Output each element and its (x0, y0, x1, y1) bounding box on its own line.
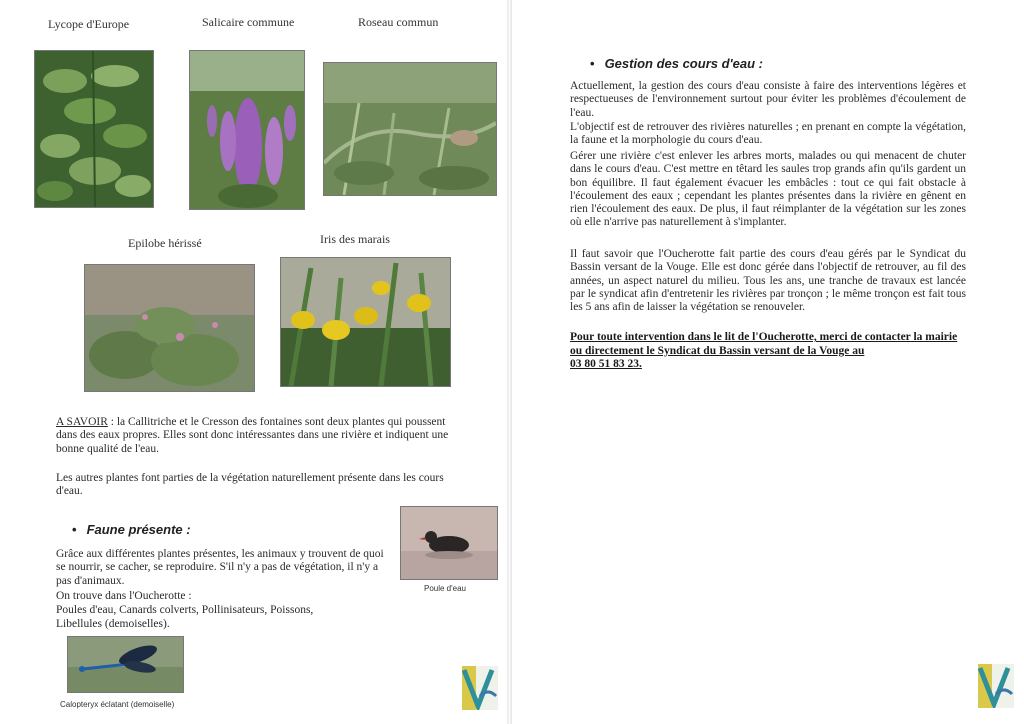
a-savoir-paragraph (56, 416, 456, 456)
photo-roseau (323, 62, 497, 196)
right-page (512, 0, 1024, 724)
plant-caption-iris: Iris des marais (320, 232, 390, 246)
contact-text: Pour toute intervention dans le lit de l'Oucherotte, merci de contacter la mairie ou directement le Syndicat du Bassin versant de la Vouge au (570, 331, 958, 357)
photo-poule-deau (400, 506, 498, 580)
photo-iris (280, 257, 451, 387)
photo-lycope (34, 50, 154, 208)
contact-phone: 03 80 51 83 23. (570, 358, 642, 370)
calopteryx-caption: Calopteryx éclatant (demoiselle) (60, 700, 175, 709)
contact-paragraph (570, 331, 966, 372)
photo-epilobe (84, 264, 255, 392)
gestion-heading-text: Gestion des cours d'eau : (604, 56, 763, 71)
species-line-1: Poules d'eau, Canards colverts, Pollinisateurs, Poissons, (56, 604, 314, 616)
gestion-paragraph-2: L'objectif est de retrouver des rivières naturelles ; en prenant en compte la végétation, la faune et la morphologie du cours d'eau. (570, 121, 966, 147)
poule-caption: Poule d'eau (424, 584, 467, 593)
autres-plantes-paragraph: Les autres plantes font parties de la végétation naturellement présente dans les cours d'eau. (56, 472, 444, 498)
plant-caption-salicaire: Salicaire commune (202, 15, 295, 29)
species-line-2: Libellules (demoiselles). (56, 618, 170, 630)
a-savoir-text: : la Callitriche et le Cresson des fontaines sont deux plantes qui poussent dans des eaux propres. Elles sont donc intéressantes dans une rivière et indiquent une bonne qualité de l'eau. (56, 416, 449, 455)
plant-caption-epilobe: Epilobe hérissé (128, 236, 202, 250)
left-page (0, 0, 508, 724)
faune-paragraph: Grâce aux différentes plantes présentes, les animaux y trouvent de quoi se nourrir, se cacher, se reproduire. S'il n'y a pas de végétation, il n'y a pas d'animaux. (56, 548, 384, 587)
vouge-logo-icon (978, 664, 1014, 708)
faune-heading: • Faune présente : (72, 522, 191, 537)
gestion-heading: • Gestion des cours d'eau : (590, 56, 763, 71)
on-trouve-line: On trouve dans l'Oucherotte : (56, 590, 192, 602)
vouge-logo-icon (462, 666, 498, 710)
a-savoir-label: A SAVOIR (56, 416, 108, 428)
gestion-paragraph-4: Il faut savoir que l'Oucherotte fait partie des cours d'eau gérés par le Syndicat du Bassin versant de la Vouge. Elle est donc gérée dans l'objectif de retrouver, au fil des années, un aspect naturel du milieu. Tous les ans, une tranche de travaux est lancée par le syndicat afin d'entretenir les rivières par tronçon ; le même tronçon est fait tous les 5 ans afin de laisser la végétation se renouveler. (570, 248, 966, 314)
plant-caption-roseau: Roseau commun (358, 15, 439, 29)
photo-salicaire (189, 50, 305, 210)
photo-calopteryx (67, 636, 184, 693)
faune-heading-text: Faune présente : (86, 522, 191, 537)
gestion-paragraph-3: Gérer une rivière c'est enlever les arbres morts, malades ou qui menacent de chuter dans le cours d'eau. C'est mettre en têtard les saules trop grands afin qu'ils gardent un bon équilibre. Il faut également évacuer les embâcles : tout ce qui fait obstacle à l'écoulement des eaux ; cependant les plantes présentes dans la rivière en gênent en rien l'écoulement des eaux. De plus, il faut réimplanter de la végétation sur les zones où elle n'arrive pas naturellement à s'implanter. (570, 150, 966, 229)
plant-caption-lycope: Lycope d'Europe (48, 17, 130, 31)
gestion-paragraph-1: Actuellement, la gestion des cours d'eau consiste à faire des interventions légères et respectueuses de l'environnement surtout pour éviter les problèmes d'écoulement de l'eau. (570, 80, 966, 119)
